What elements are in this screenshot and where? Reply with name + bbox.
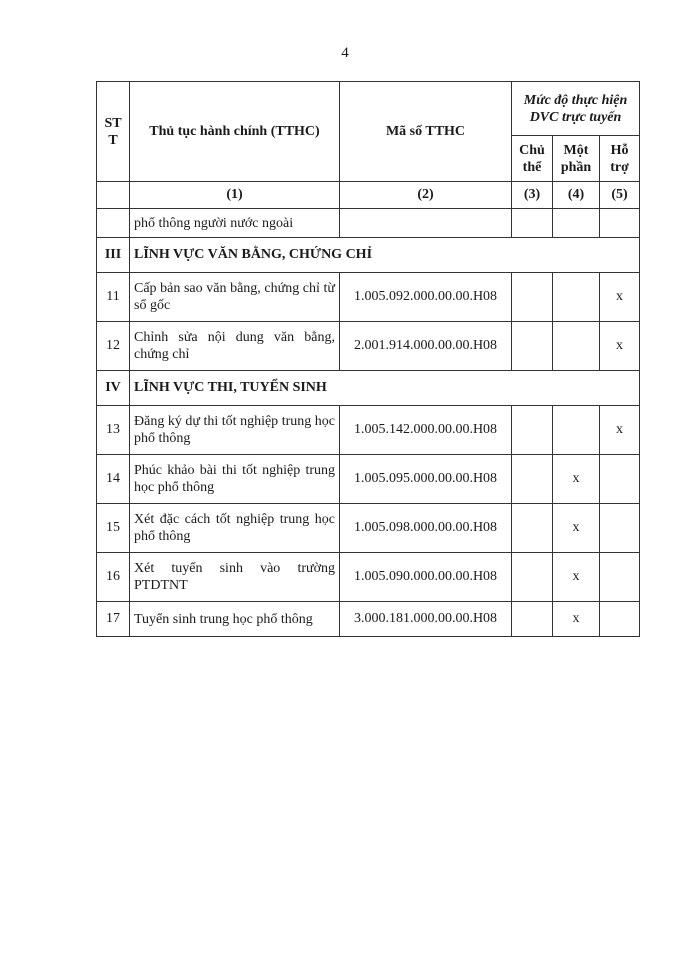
column-number: (3) (512, 182, 553, 209)
cell-code: 1.005.095.000.00.00.H08 (340, 455, 512, 504)
cell-partial: x (553, 553, 600, 602)
cell-stt: 16 (97, 553, 130, 602)
header-support-level: Hỗ trợ (600, 136, 640, 182)
cell-name: Phúc khảo bài thi tốt nghiệp trung học phổ thông (130, 455, 340, 504)
table-row (97, 602, 640, 637)
cell-name: Xét đặc cách tốt nghiệp trung học phổ thông (130, 504, 340, 553)
table-row (97, 406, 640, 455)
cell-support (600, 602, 640, 637)
cell-stt: 14 (97, 455, 130, 504)
page-number: 4 (341, 45, 349, 61)
cell-full (512, 455, 553, 504)
cell-partial: x (553, 455, 600, 504)
cell-partial: x (553, 602, 600, 637)
column-number-row (97, 182, 640, 209)
cell-name: Xét tuyển sinh vào trường PTDTNT (130, 553, 340, 602)
section-number: III (97, 238, 130, 273)
table-row (97, 322, 640, 371)
table-row (97, 504, 640, 553)
cell-stt: 17 (97, 602, 130, 637)
cell-partial (553, 322, 600, 371)
cell-stt: 11 (97, 273, 130, 322)
table-row (97, 553, 640, 602)
header-partial-level: Một phần (553, 136, 600, 182)
cell-support: x (600, 322, 640, 371)
column-number: (2) (340, 182, 512, 209)
table-row (97, 273, 640, 322)
cell-code: 1.005.098.000.00.00.H08 (340, 504, 512, 553)
cell-partial (553, 209, 600, 238)
cell-full (512, 322, 553, 371)
cell-partial (553, 273, 600, 322)
procedures-table (96, 81, 640, 637)
cell-full (512, 602, 553, 637)
table-row (97, 455, 640, 504)
column-number-blank (97, 182, 130, 209)
continuation-text: phổ thông người nước ngoài (130, 209, 340, 238)
cell-code: 3.000.181.000.00.00.H08 (340, 602, 512, 637)
cell-stt: 15 (97, 504, 130, 553)
cell-support (600, 209, 640, 238)
header-stt: ST T (97, 82, 130, 182)
cell-full (512, 273, 553, 322)
cell-support: x (600, 406, 640, 455)
section-row (97, 238, 640, 273)
cell-support (600, 553, 640, 602)
cell-partial: x (553, 504, 600, 553)
cell-stt (97, 209, 130, 238)
header-procedure-code: Mã số TTHC (340, 82, 512, 182)
cell-code (340, 209, 512, 238)
cell-name: Đăng ký dự thi tốt nghiệp trung học phổ thông (130, 406, 340, 455)
cell-full (512, 553, 553, 602)
cell-code: 1.005.142.000.00.00.H08 (340, 406, 512, 455)
section-title: LĨNH VỰC VĂN BẰNG, CHỨNG CHỈ (130, 238, 640, 273)
cell-full (512, 504, 553, 553)
continuation-row (97, 209, 640, 238)
cell-full (512, 209, 553, 238)
cell-support: x (600, 273, 640, 322)
cell-support (600, 504, 640, 553)
header-procedure-name: Thủ tục hành chính (TTHC) (130, 82, 340, 182)
header-online-level: Mức độ thực hiện DVC trực tuyến (512, 82, 640, 136)
section-number: IV (97, 371, 130, 406)
cell-code: 1.005.090.000.00.00.H08 (340, 553, 512, 602)
column-number: (1) (130, 182, 340, 209)
cell-name: Cấp bản sao văn bằng, chứng chỉ từ sổ gốc (130, 273, 340, 322)
column-number: (5) (600, 182, 640, 209)
cell-stt: 12 (97, 322, 130, 371)
cell-support (600, 455, 640, 504)
cell-partial (553, 406, 600, 455)
cell-full (512, 406, 553, 455)
column-number: (4) (553, 182, 600, 209)
cell-stt: 13 (97, 406, 130, 455)
cell-name: Tuyển sinh trung học phổ thông (130, 602, 340, 637)
cell-code: 2.001.914.000.00.00.H08 (340, 322, 512, 371)
section-title: LĨNH VỰC THI, TUYỂN SINH (130, 371, 640, 406)
cell-name: Chỉnh sửa nội dung văn bằng, chứng chỉ (130, 322, 340, 371)
header-row-top (97, 82, 640, 136)
section-row (97, 371, 640, 406)
header-full-level: Chủ thể (512, 136, 553, 182)
cell-code: 1.005.092.000.00.00.H08 (340, 273, 512, 322)
